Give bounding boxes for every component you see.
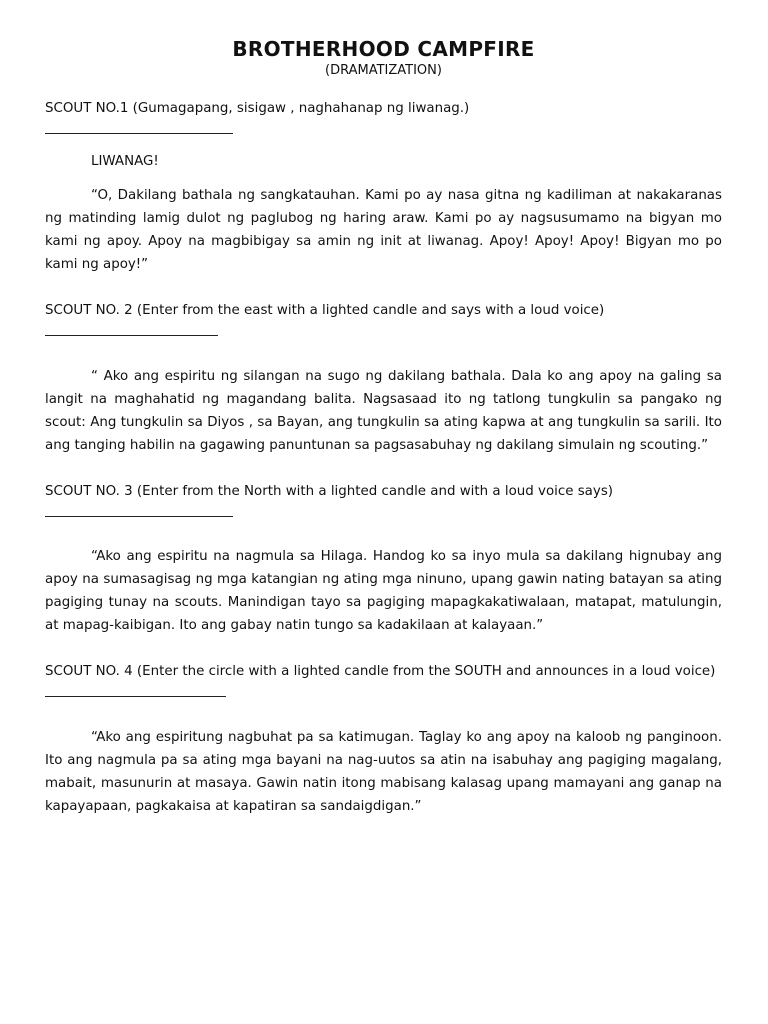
scene-heading: SCOUT NO.1 (Gumagapang, sisigaw , naghahanap ng liwanag.)	[45, 101, 470, 116]
scene-speech: “Ako ang espiritu na nagmula sa Hilaga. Handog ko sa inyo mula sa dakilang hignubay ang apoy na sumasagisag ng mga katangian ng ating mga ninuno, upang gawin nating batayan sa ating pagiging tunay na scouts. Manindigan tayo sa pagiging mapagkakatiwalaan, matapat, matulungin, at mapag-kaibigan. Ito ang gabay natin tungo sa kadakilaan at kalayaan.”	[45, 549, 722, 633]
name-blank-line	[45, 516, 233, 517]
scene-exclamation: LIWANAG!	[91, 154, 159, 169]
scene-scout-2	[45, 299, 722, 457]
scene-heading: SCOUT NO. 2 (Enter from the east with a lighted candle and says with a loud voice)	[45, 303, 605, 318]
document-title: BROTHERHOOD CAMPFIRE	[232, 37, 535, 61]
document-page	[45, 36, 722, 818]
name-blank-line	[45, 696, 226, 697]
scene-heading: SCOUT NO. 3 (Enter from the North with a lighted candle and with a loud voice says)	[45, 484, 614, 499]
name-blank-line	[45, 335, 218, 336]
name-blank-line	[45, 133, 233, 134]
scene-scout-4	[45, 660, 722, 818]
scene-speech: “ Ako ang espiritu ng silangan na sugo ng dakilang bathala. Dala ko ang apoy na galing sa langit na maghahatid ng magandang balita. Nagsasaad ito ng tatlong tungkulin sa pangako ng scout: Ang tungkulin sa Diyos , sa Bayan, ang tungkulin sa ating kapwa at ang tungkulin sa sarili. Ito ang tanging habilin na gagawing panuntunan sa pagsasabuhay ng dakilang simulain ng scouting.”	[45, 369, 722, 453]
scene-speech: “O, Dakilang bathala ng sangkatauhan. Kami po ay nasa gitna ng kadiliman at nakakaranas ng matinding lamig dulot ng paglubog ng haring araw. Kami po ay nagsusumamo na bigyan mo kami ng apoy. Apoy na magbibigay sa amin ng init at liwanag. Apoy! Apoy! Apoy! Bigyan mo po kami ng apoy!”	[45, 188, 722, 272]
scene-scout-1	[45, 97, 722, 276]
document-subtitle: (DRAMATIZATION)	[325, 63, 442, 78]
scene-heading: SCOUT NO. 4 (Enter the circle with a lighted candle from the SOUTH and announces in a loud voice)	[45, 664, 716, 679]
scene-speech: “Ako ang espiritung nagbuhat pa sa katimugan. Taglay ko ang apoy na kaloob ng panginoon. Ito ang nagmula pa sa ating mga bayani na nag-uutos sa atin na isabuhay ang pagiging magalang, mabait, masunurin at masaya. Gawin natin itong mabisang kalasag upang mamayani ang ganap na kapayapaan, pagkakaisa at kapatiran sa sandaigdigan.”	[45, 730, 722, 814]
scene-scout-3	[45, 480, 722, 637]
